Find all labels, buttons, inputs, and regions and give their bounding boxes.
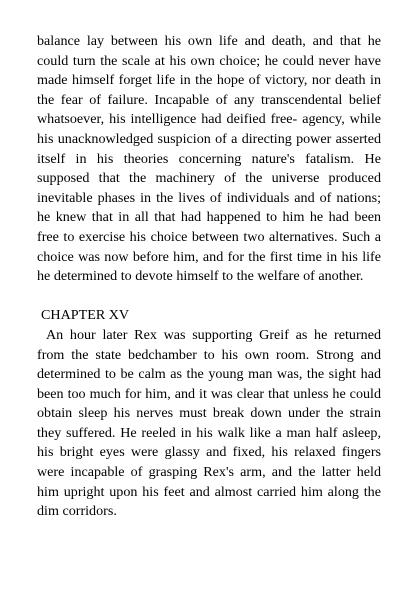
paragraph-spacer bbox=[37, 287, 381, 307]
body-paragraph: balance lay between his own life and death, and that he could turn the scale at his own choice; he could never have made himself forget life in the hope of victory, nor death in the fear of failure. Incapable of any transcendental belief whatsoever, his intelligence had deified free- agency, while his unacknowledged suspicion of a directing power asserted itself in his theories concerning nature's fatalism. He supposed that the machinery of the universe produced inevitable phases in the lives of individuals and of nations; he knew that in all that had happened to him he had been free to exercise his choice between two alternatives. Such a choice was now before him, and for the first time in his life he determined to devote himself to the welfare of another. bbox=[37, 33, 381, 285]
chapter-heading: CHAPTER XV bbox=[41, 307, 130, 324]
document-page bbox=[37, 32, 381, 522]
body-paragraph: An hour later Rex was supporting Greif as he returned from the state bedchamber to his own room. Strong and determined to be calm as the young man was, the sight had been too much for him, and it was clear that unless he could obtain sleep his nerves must break down under the strain they suffered. He reeled in his walk like a man half asleep, his bright eyes were glassy and fixed, his relaxed fingers were incapable of grasping Rex's arm, and the latter held him upright upon his feet and almost carried him along the dim corridors. bbox=[37, 326, 381, 520]
